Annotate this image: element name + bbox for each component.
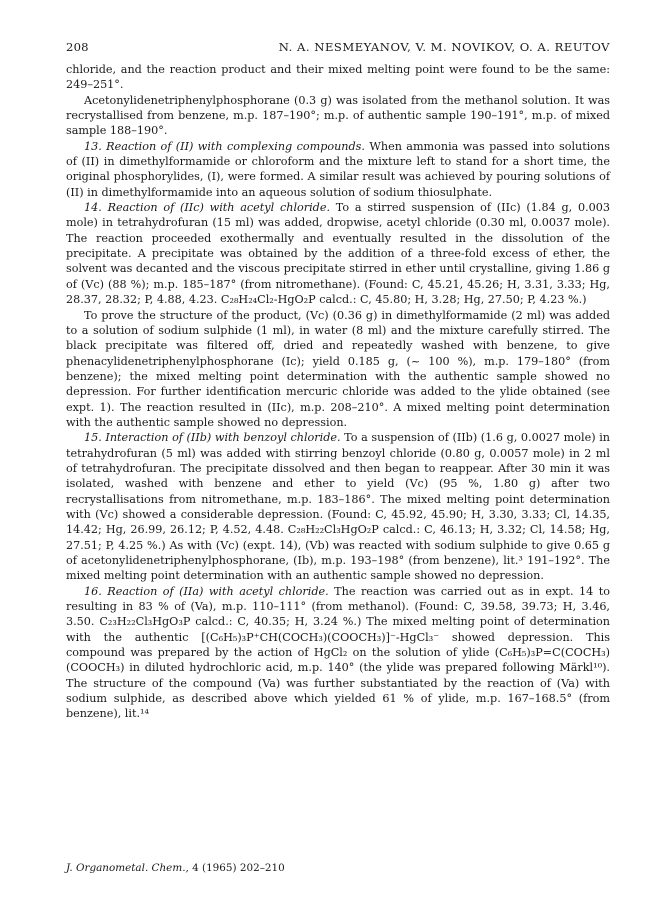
paragraph: To prove the structure of the product, (Vc) (0.36 g) in dimethylformamide (2 ml) was added to a solution of sodium sulphide (1 ml), in water (8 ml) and the mixture carefully stirred. The black precipitate was filtered off, dried and repeatedly washed with benzene, to give phenacylidenetriphenylphosphorane (Ic); yield 0.185 g, (~ 100 %), m.p. 179–180° (from benzene); the mixed melting point determination with the authentic sample showed no depression. For further identification mercuric chloride was added to the ylide obtained (see expt. 1). The reaction resulted in (IIc), m.p. 208–210°. A mixed melting point determination with the authentic sample showed no depression. — [66, 308, 610, 429]
experiment-heading: 13. Reaction of (II) with complexing compounds. — [84, 139, 365, 153]
article-body — [66, 62, 610, 722]
paragraph: 16. Reaction of (IIa) with acetyl chloride. The reaction was carried out as in expt. 14 to resulting in 83 % of (Va), m.p. 110–111° (from methanol). (Found: C, 39.58, 39.73; H, 3.46, 3.50. C₂₃H₂₂Cl₃HgO₃P calcd.: C, 40.35; H, 3.24 %.) The mixed melting point of determination with the authentic [(C₆H₅)₃P⁺CH(COCH₃)(COOCH₃)]⁻-HgCl₃⁻ showed depression. This compound was prepared by the action of HgCl₂ on the solution of ylide (C₆H₅)₃P=C(COCH₃)(COOCH₃) in diluted hydrochloric acid, m.p. 140° (the ylide was prepared following Märkl¹⁰). The structure of the compound (Va) was further substantiated by the reaction of (Va) with sodium sulphide, as described above which yielded 61 % of ylide, m.p. 167–168.5° (from benzene), lit.¹⁴ — [66, 584, 610, 721]
experiment-heading: 14. Reaction of (IIc) with acetyl chloride. — [84, 201, 331, 215]
paragraph: chloride, and the reaction product and their mixed melting point were found to be the same: 249–251°. — [66, 63, 610, 92]
experiment-heading: 16. Reaction of (IIa) with acetyl chloride. — [84, 584, 329, 598]
journal-volume: 4 (1965) 202–210 — [188, 862, 285, 874]
page-header — [66, 40, 610, 54]
running-head-authors: N. A. NESMEYANOV, V. M. NOVIKOV, O. A. REUTOV — [278, 40, 610, 54]
journal-name: J. Organometal. Chem., — [66, 862, 189, 874]
page-number: 208 — [66, 40, 89, 54]
paragraph: 13. Reaction of (II) with complexing compounds. When ammonia was passed into solutions of (II) in dimethylformamide or chloroform and the mixture left to stand for a short time, the original phosphorylides, (I), were formed. A similar result was achieved by pouring solutions of (II) in dimethylformamide into an aqueous solution of sodium thiosulphate. — [66, 139, 610, 199]
experiment-heading: 15. Interaction of (IIb) with benzoyl chloride. — [84, 431, 341, 445]
paragraph: 14. Reaction of (IIc) with acetyl chloride. To a stirred suspension of (IIc) (1.84 g, 0.003 mole) in tetrahydrofuran (15 ml) was added, dropwise, acetyl chloride (0.30 ml, 0.0037 mole). The reaction proceeded exothermally and eventually resulted in the dissolution of the precipitate. A precipitate was obtained by the addition of a three-fold excess of ether, the solvent was decanted and the viscous precipitate stirred in ether until crystalline, giving 1.86 g of (Vc) (88 %); m.p. 185–187° (from nitromethane). (Found: C, 45.21, 45.26; H, 3.31, 3.33; Hg, 28.37, 28.32; P, 4.88, 4.23. C₂₈H₂₄Cl₂-HgO₂P calcd.: C, 45.80; H, 3.28; Hg, 27.50; P, 4.23 %.) — [66, 201, 610, 307]
journal-footer — [66, 862, 285, 874]
paragraph: 15. Interaction of (IIb) with benzoyl chloride. To a suspension of (IIb) (1.6 g, 0.0027 mole) in tetrahydrofuran (5 ml) was added with stirring benzoyl chloride (0.80 g, 0.0057 mole) in 2 ml of tetrahydrofuran. The precipitate dissolved and then began to reappear. After 30 min it was isolated, washed with benzene and ether to yield (Vc) (95 %, 1.80 g) after two recrystallisations from nitromethane, m.p. 183–186°. The mixed melting point determination with (Vc) showed a considerable depression. (Found: C, 45.92, 45.90; H, 3.30, 3.33; Cl, 14.35, 14.42; Hg, 26.99, 26.12; P, 4.52, 4.48. C₂₈H₂₂Cl₃HgO₂P calcd.: C, 46.13; H, 3.32; Cl, 14.58; Hg, 27.51; P, 4.25 %.) As with (Vc) (expt. 14), (Vb) was reacted with sodium sulphide to give 0.65 g of acetonylidenetriphenylphosphorane, (Ib), m.p. 193–198° (from benzene), lit.³ 191–192°. The mixed melting point determination with an authentic sample showed no depression. — [66, 431, 610, 583]
paragraph: Acetonylidenetriphenylphosphorane (0.3 g) was isolated from the methanol solution. It was recrystallised from benzene, m.p. 187–190°; m.p. of authentic sample 190–191°, m.p. of mixed sample 188–190°. — [66, 93, 610, 138]
